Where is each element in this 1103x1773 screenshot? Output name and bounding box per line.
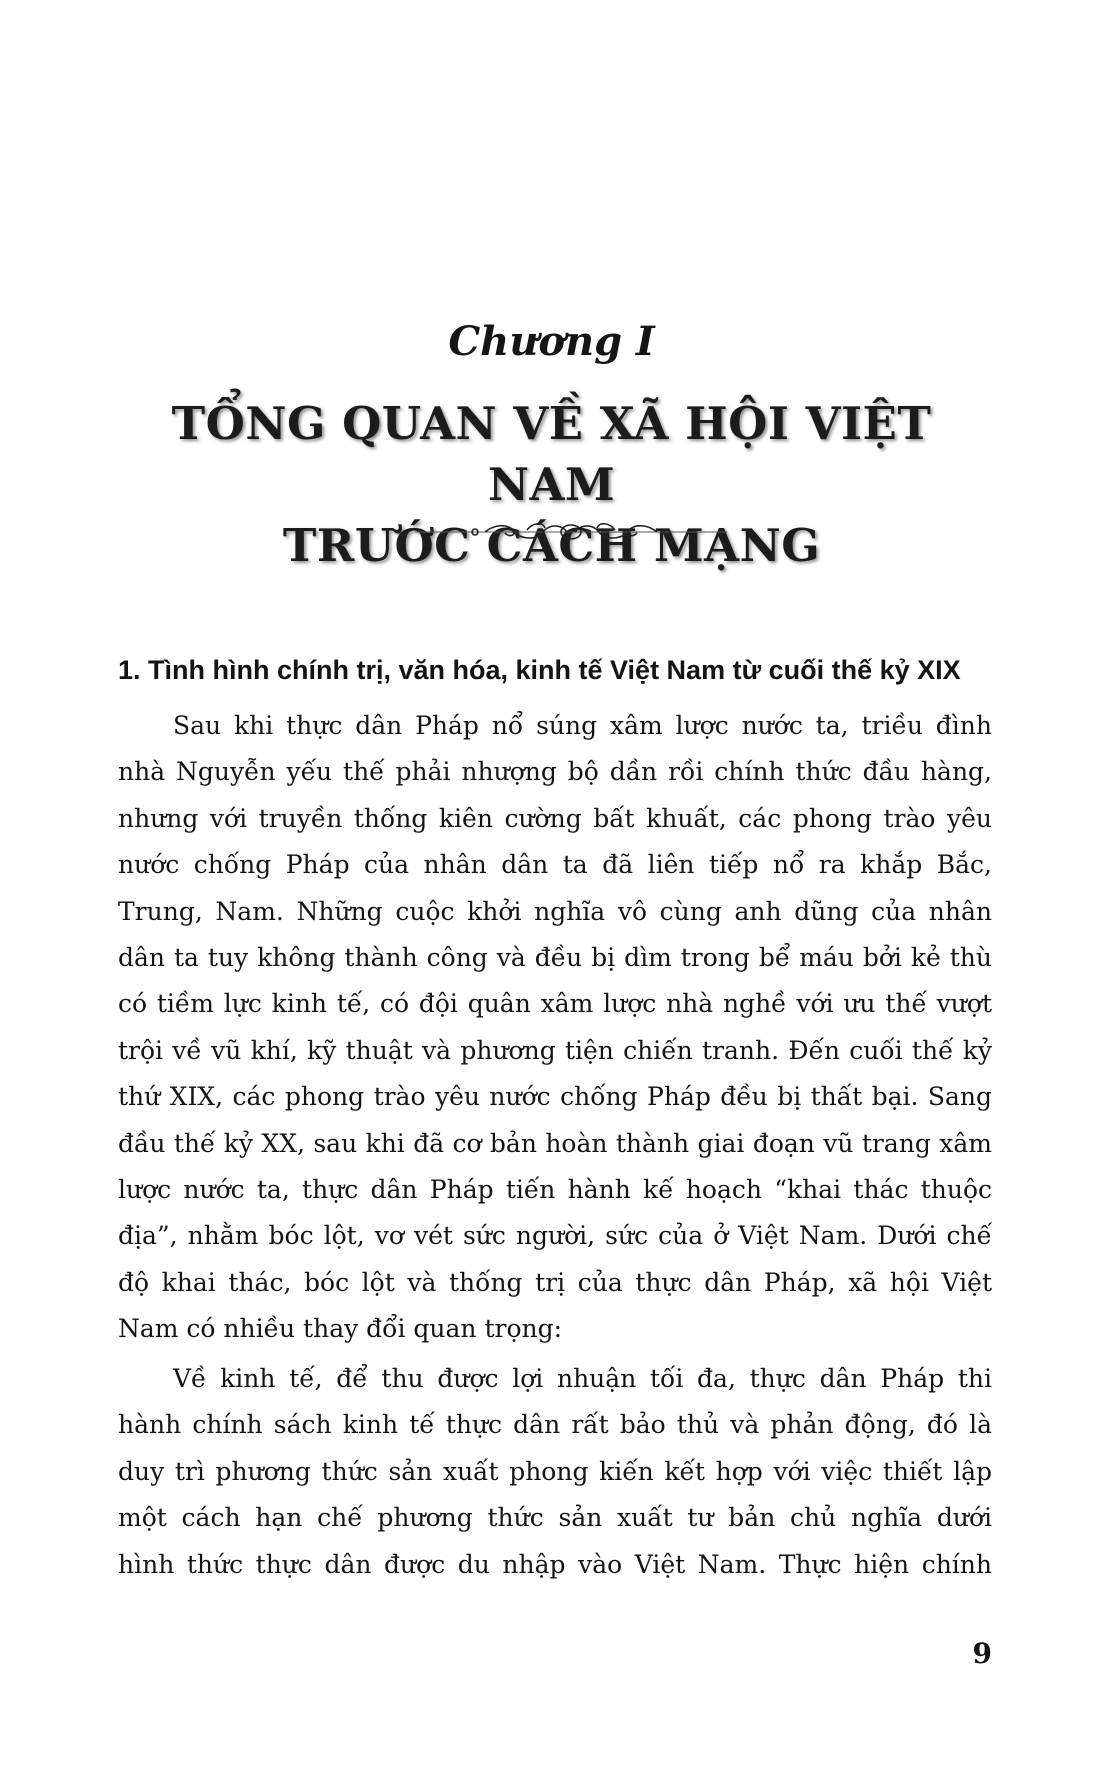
text-line: Về kinh tế, để thu được lợi nhuận tối đa, thực dân Pháp thi bbox=[173, 1364, 992, 1393]
section-heading: 1. Tình hình chính trị, văn hóa, kinh tế Việt Nam từ cuối thế kỷ XIX bbox=[118, 655, 961, 685]
chapter-label: Chương I bbox=[448, 318, 655, 365]
text-line: thứ XIX, các phong trào yêu nước chống Pháp đều bị thất bại. Sang bbox=[118, 1082, 992, 1112]
chapter-title bbox=[100, 393, 1003, 576]
text-line: nước chống Pháp của nhân dân ta đã liên tiếp nổ ra khắp Bắc, bbox=[118, 850, 992, 880]
text-line: độ khai thác, bóc lột và thống trị của thực dân Pháp, xã hội Việt bbox=[118, 1267, 992, 1297]
text-line: duy trì phương thức sản xuất phong kiến kết hợp với việc thiết lập bbox=[118, 1456, 992, 1486]
text-line: Sau khi thực dân Pháp nổ súng xâm lược nước ta, triều đình bbox=[173, 711, 992, 740]
text-line: địa”, nhằm bóc lột, vơ vét sức người, sức của ở Việt Nam. Dưới chế bbox=[118, 1221, 992, 1251]
text-line: hình thức thực dân được du nhập vào Việt Nam. Thực hiện chính bbox=[118, 1549, 992, 1579]
chapter-title-line: TRƯỚC CÁCH MẠNG bbox=[282, 519, 821, 572]
ornament-divider bbox=[415, 518, 727, 546]
text-line: nhà Nguyễn yếu thế phải nhượng bộ dần rồi chính thức đầu hàng, bbox=[118, 757, 992, 787]
text-line: có tiềm lực kinh tế, có đội quân xâm lược nhà nghề với ưu thế vượt bbox=[118, 989, 992, 1019]
paragraph bbox=[118, 703, 992, 1352]
paragraph bbox=[118, 1356, 992, 1588]
text-line: hành chính sách kinh tế thực dân rất bảo thủ và phản động, đó là bbox=[118, 1410, 992, 1440]
text-line: nhưng với truyền thống kiên cường bất khuất, các phong trào yêu bbox=[118, 803, 992, 833]
text-line: lược nước ta, thực dân Pháp tiến hành kế hoạch “khai thác thuộc bbox=[118, 1174, 992, 1204]
page-number: 9 bbox=[972, 1637, 992, 1670]
text-line: dân ta tuy không thành công và đều bị dìm trong bể máu bởi kẻ thù bbox=[118, 942, 992, 972]
chapter-title-line: TỔNG QUAN VỀ XÃ HỘI VIỆT NAM bbox=[171, 397, 932, 511]
text-line: đầu thế kỷ XX, sau khi đã cơ bản hoàn thành giai đoạn vũ trang xâm bbox=[118, 1128, 992, 1158]
text-line: Trung, Nam. Những cuộc khởi nghĩa vô cùng anh dũng của nhân bbox=[118, 896, 992, 926]
text-line: một cách hạn chế phương thức sản xuất tư bản chủ nghĩa dưới bbox=[118, 1503, 992, 1533]
text-line: trội về vũ khí, kỹ thuật và phương tiện chiến tranh. Đến cuối thế kỷ bbox=[118, 1035, 992, 1065]
text-line: Nam có nhiều thay đổi quan trọng: bbox=[118, 1314, 563, 1344]
